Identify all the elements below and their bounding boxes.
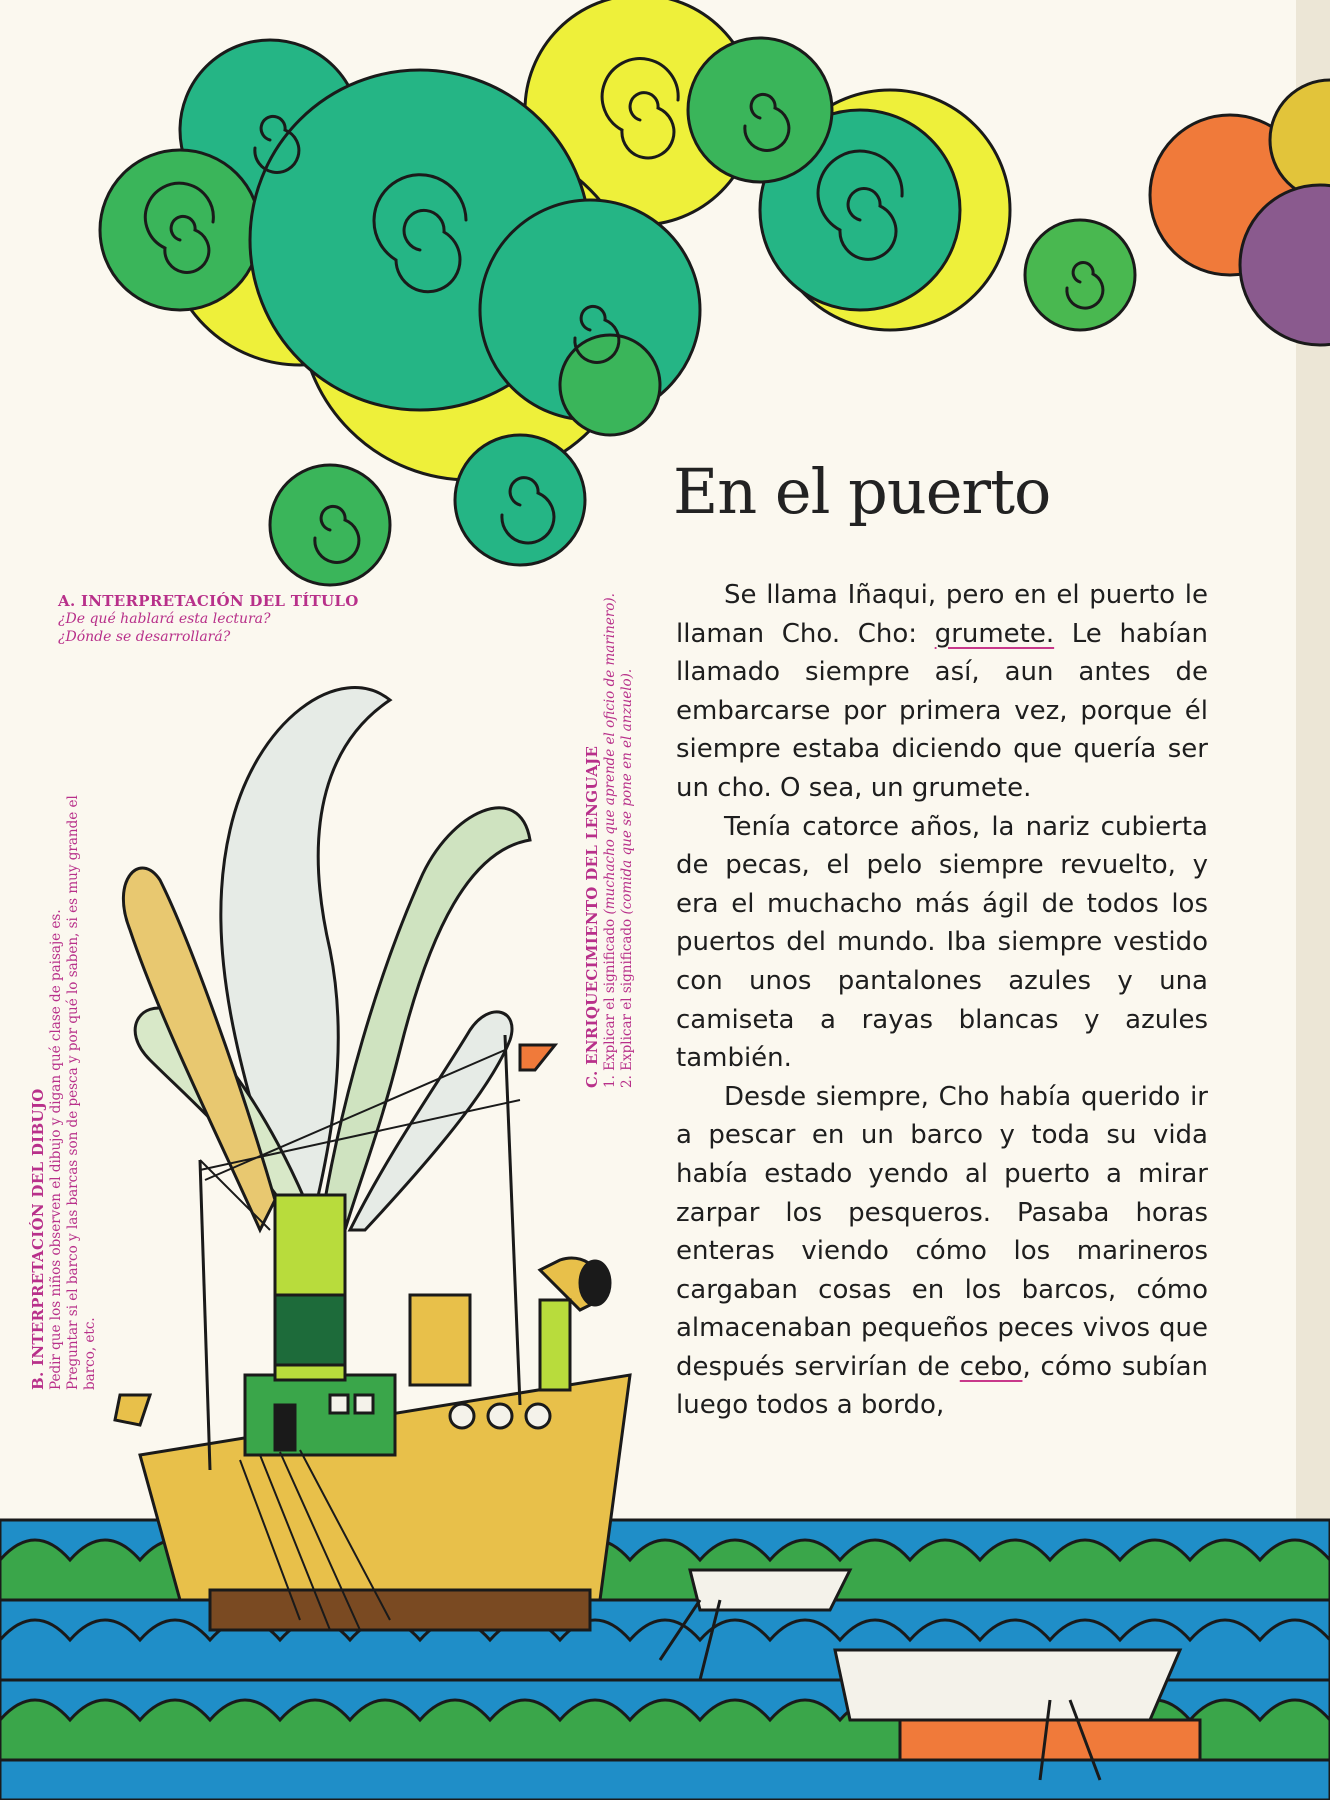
paragraph: Se llama Iñaqui, pero en el puerto le llaman Cho. Cho: grumete. Le habían llamado siempre así, aun antes de embarcarse por primera vez, porque él siempre estaba diciendo que quería ser un cho. O sea, un grumete. xyxy=(676,580,1208,803)
note-line: Pedir que los niños observen el dibujo y digan qué clase de paisaje es. xyxy=(48,909,64,1390)
note-heading: C. ENRIQUECIMIENTO DEL LENGUAJE xyxy=(583,745,601,1088)
note-language-enrichment xyxy=(582,488,636,1088)
note-heading: B. INTERPRETACIÓN DEL DIBUJO xyxy=(29,1088,47,1390)
paragraph: Tenía catorce años, la nariz cubierta de pecas, el pelo siempre revuelto, y era el muchacho más ágil de todos los puertos del mundo. Iba siempre vestido con unos pantalones azules y una camiseta a rayas blancas y azules también. xyxy=(676,811,1208,1074)
glossed-word: cebo xyxy=(959,1351,1023,1382)
page-title: En el puerto xyxy=(673,455,1051,528)
note-item: 2. Explicar el significado (comida que se pone en el anzuelo). xyxy=(619,668,635,1088)
note-title-interpretation xyxy=(58,592,428,646)
note-line: ¿Dónde se desarrollará? xyxy=(58,629,231,645)
note-item: 1. Explicar el significado (muchacho que aprende el oficio de marinero). xyxy=(602,593,618,1088)
note-drawing-interpretation xyxy=(28,790,99,1390)
ship-smoke xyxy=(123,688,530,1230)
note-heading: A. INTERPRETACIÓN DEL TÍTULO xyxy=(58,592,359,610)
note-line: Preguntar si el barco y las barcas son de pesca y por qué lo saben, si es muy grande el barco, etc. xyxy=(65,795,98,1390)
story-text xyxy=(676,576,1208,1425)
note-line: ¿De qué hablará esta lectura? xyxy=(58,611,271,627)
paragraph: Desde siempre, Cho había querido ir a pescar en un barco y toda su vida había estado yendo al puerto a mirar zarpar los pesqueros. Pasaba horas enteras viendo cómo los marineros cargaban cosas en los barcos, cómo almacenaban pequeños peces vivos que después servirían de cebo, cómo subían luego todos a bordo, xyxy=(676,1081,1208,1421)
glossed-word: grumete. xyxy=(934,618,1055,649)
